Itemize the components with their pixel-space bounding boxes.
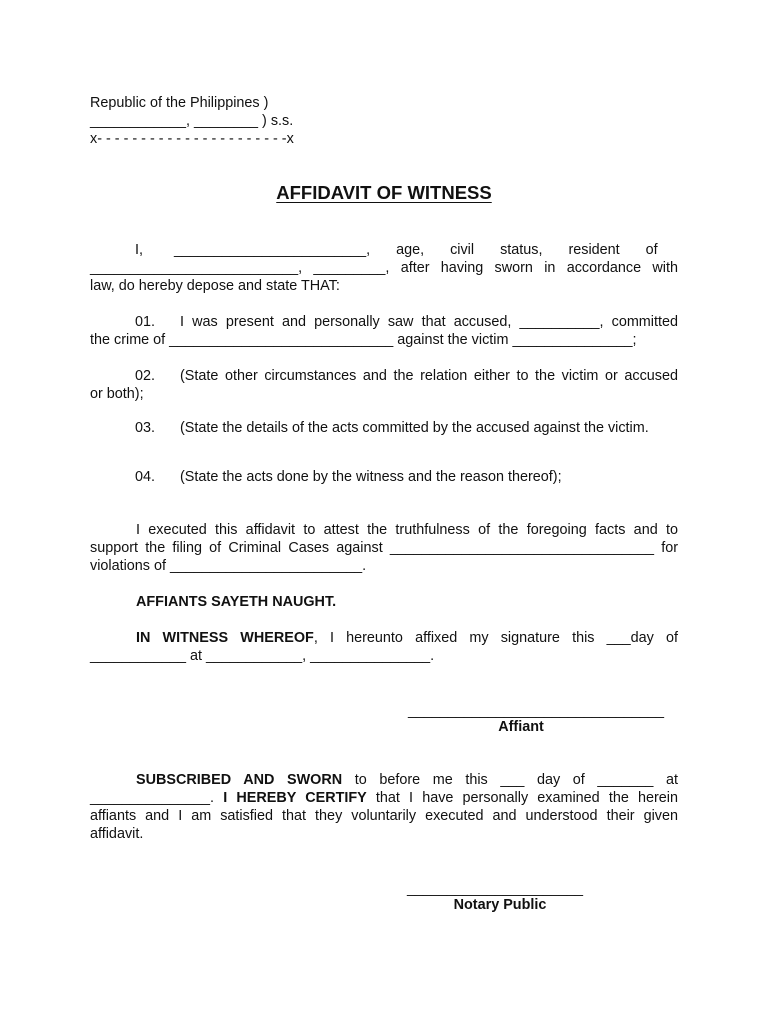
subscribed-bold: SUBSCRIBED AND SWORN xyxy=(136,772,343,788)
item-01-line-1 xyxy=(90,313,678,331)
item-02-text: (State other circumstances and the relation either to the victim or accused xyxy=(180,368,678,384)
subscribed-line-2 xyxy=(90,789,678,807)
witness-line-2: ____________ at ____________, _______________. xyxy=(90,648,435,664)
item-04-number: 04. xyxy=(135,469,156,485)
item-04-text: (State the acts done by the witness and the reason thereof); xyxy=(180,469,562,485)
item-01-number: 01. xyxy=(135,314,156,330)
notary-label: Notary Public xyxy=(453,897,547,913)
notary-signature-line: ______________________ xyxy=(406,881,584,897)
executed-line-1 xyxy=(90,521,678,539)
item-04-line-1 xyxy=(90,468,678,486)
item-02-number: 02. xyxy=(135,368,156,384)
affiant-label: Affiant xyxy=(498,719,544,735)
witness-line1-rest: , I hereunto affixed my signature this ___day of xyxy=(313,630,678,646)
affiant-signature-line: ________________________________ xyxy=(407,703,665,719)
executed-line-3: violations of ________________________. xyxy=(90,558,367,574)
intro-line1-post: , age, civil status, resident of xyxy=(366,242,658,258)
header-republic: Republic of the Philippines ) xyxy=(90,95,269,111)
item-02-line-2: or both); xyxy=(90,386,144,402)
item-01-text: I was present and personally saw that accused, __________, committed xyxy=(180,314,678,330)
subscribed-line-3: affiants and I am satisfied that they voluntarily executed and understood their given xyxy=(90,808,678,824)
header-separator: x- - - - - - - - - - - - - - - - - - - - - -x xyxy=(90,131,294,147)
subscribed-line-4: affidavit. xyxy=(90,826,144,842)
item-03-text: (State the details of the acts committed by the accused against the victim. xyxy=(180,420,649,436)
subscribed-line2-pre: _______________. xyxy=(90,790,224,806)
item-01-line-2: the crime of ____________________________ against the victim _______________; xyxy=(90,332,637,348)
intro-i: I, xyxy=(135,242,143,258)
subscribed-line2-rest: that I have personally examined the herein xyxy=(366,790,678,806)
witness-bold: IN WITNESS WHEREOF xyxy=(136,630,314,646)
header-venue-line: ____________, ________ ) s.s. xyxy=(90,113,294,129)
intro-name-blank: ________________________ xyxy=(174,242,367,258)
intro-line-2: __________________________, _________, after having sworn in accordance with xyxy=(90,260,678,276)
executed-line-2: support the filing of Criminal Cases against _________________________________ for xyxy=(90,540,678,556)
witness-line-1 xyxy=(90,629,678,647)
affiants-sayeth-naught: AFFIANTS SAYETH NAUGHT. xyxy=(136,594,337,610)
item-03-number: 03. xyxy=(135,420,156,436)
certify-bold: I HEREBY CERTIFY xyxy=(223,790,367,806)
subscribed-line1-rest: to before me this ___ day of _______ at xyxy=(342,772,678,788)
item-03-line-1 xyxy=(90,419,678,437)
item-02-line-1 xyxy=(90,367,678,385)
subscribed-line-1 xyxy=(90,771,678,789)
intro-line-1 xyxy=(90,241,678,259)
executed-text-1: I executed this affidavit to attest the truthfulness of the foregoing facts and to xyxy=(136,522,678,538)
intro-line-3: law, do hereby depose and state THAT: xyxy=(90,278,340,294)
document-title: AFFIDAVIT OF WITNESS xyxy=(276,182,492,203)
